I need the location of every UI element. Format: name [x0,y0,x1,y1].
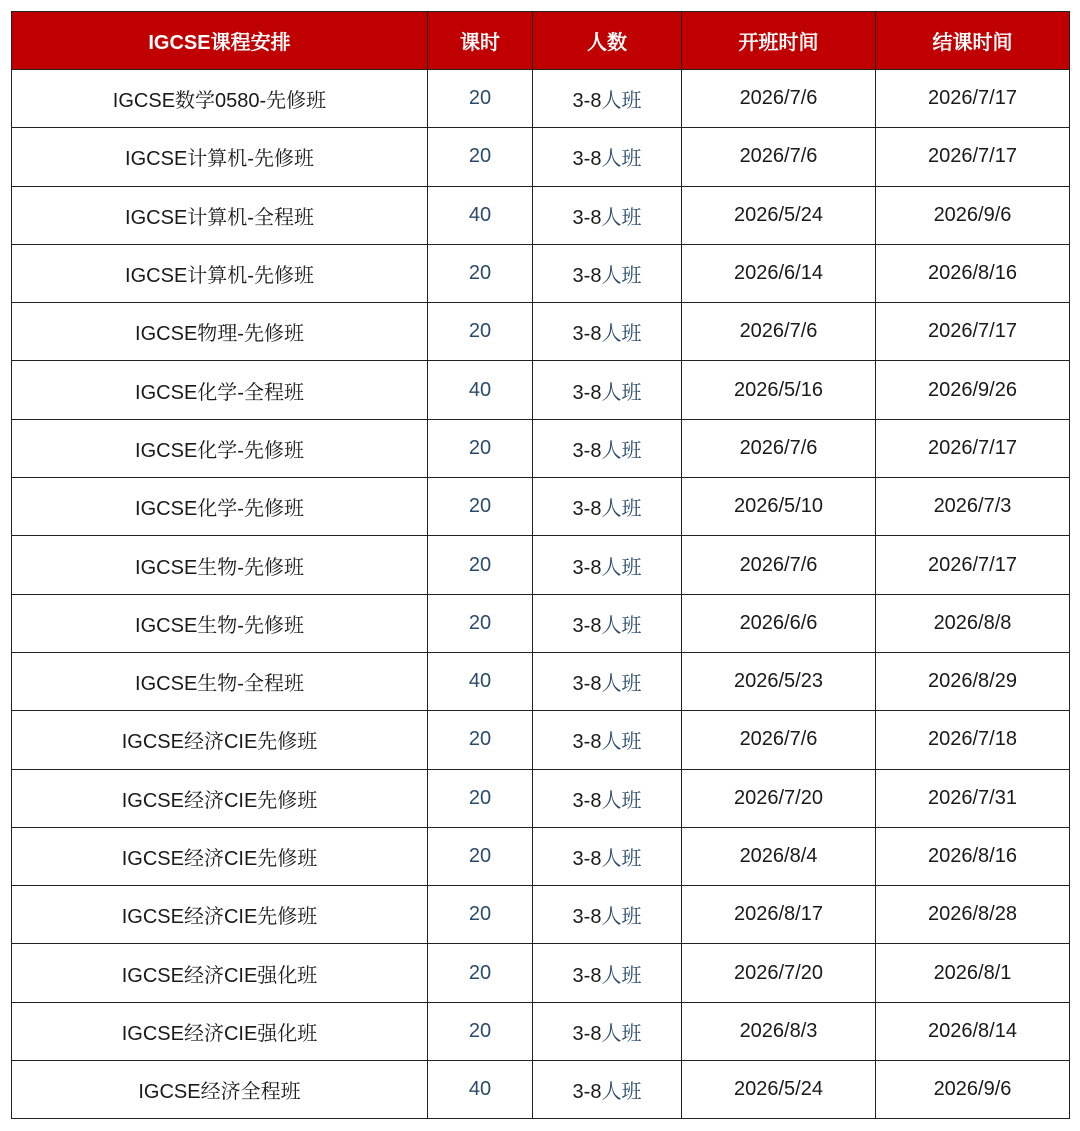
class-size-cell [533,244,682,302]
course-name-cell: IGCSE经济CIE先修班 [12,886,428,944]
class-size-unit: 人班 [601,848,642,870]
hours-cell: 20 [428,944,533,1002]
end-date-cell: 2026/8/1 [876,944,1070,1002]
end-date-cell: 2026/9/26 [876,361,1070,419]
end-date-cell: 2026/7/17 [876,536,1070,594]
start-date-cell: 2026/5/24 [682,1061,876,1119]
class-size-unit: 人班 [601,439,642,462]
class-size-unit: 人班 [601,381,642,404]
start-date-cell: 2026/6/14 [682,244,876,302]
header-class-size: 人数 [533,12,682,70]
table-row [12,827,1070,885]
class-size-range: 3-8 [572,673,602,696]
class-size-unit: 人班 [601,90,642,113]
class-size-range: 3-8 [572,381,602,404]
start-date-cell: 2026/8/4 [682,827,876,885]
start-date-cell: 2026/7/6 [682,70,876,128]
end-date-cell: 2026/8/29 [876,652,1070,710]
course-name-cell: IGCSE生物-先修班 [12,536,428,594]
class-size-range: 3-8 [572,498,602,521]
hours-cell: 20 [428,769,533,827]
course-name-cell: IGCSE经济全程班 [12,1061,428,1119]
table-row [12,536,1070,594]
table-row [12,303,1070,361]
hours-cell: 20 [428,70,533,128]
start-date-cell: 2026/5/24 [682,186,876,244]
table-row [12,361,1070,419]
course-schedule-table [11,11,1070,1119]
class-size-cell [533,478,682,536]
class-size-cell [533,186,682,244]
end-date-cell: 2026/7/17 [876,70,1070,128]
table-row [12,128,1070,186]
table-row [12,711,1070,769]
table-row [12,652,1070,710]
start-date-cell: 2026/7/20 [682,944,876,1002]
course-name-cell: IGCSE经济CIE先修班 [12,769,428,827]
start-date-cell: 2026/7/6 [682,536,876,594]
class-size-cell [533,419,682,477]
header-course: IGCSE课程安排 [12,12,428,70]
end-date-cell: 2026/9/6 [876,186,1070,244]
table-row [12,769,1070,827]
table-row [12,419,1070,477]
course-name-cell: IGCSE计算机-全程班 [12,186,428,244]
class-size-range: 3-8 [572,964,602,987]
start-date-cell: 2026/7/6 [682,711,876,769]
class-size-cell [533,70,682,128]
course-name-cell: IGCSE生物-全程班 [12,652,428,710]
table-header-row [12,12,1070,70]
start-date-cell: 2026/7/6 [682,419,876,477]
end-date-cell: 2026/8/28 [876,886,1070,944]
table-body [12,70,1070,1119]
table-row [12,1002,1070,1060]
end-date-cell: 2026/7/17 [876,303,1070,361]
table-row [12,70,1070,128]
class-size-cell [533,361,682,419]
end-date-cell: 2026/8/8 [876,594,1070,652]
hours-cell: 20 [428,536,533,594]
end-date-cell: 2026/7/3 [876,478,1070,536]
end-date-cell: 2026/8/16 [876,827,1070,885]
class-size-range: 3-8 [572,90,602,113]
hours-cell: 20 [428,244,533,302]
end-date-cell: 2026/8/16 [876,244,1070,302]
class-size-range: 3-8 [572,148,602,171]
course-name-cell: IGCSE生物-先修班 [12,594,428,652]
hours-cell: 20 [428,128,533,186]
table-row [12,244,1070,302]
class-size-range: 3-8 [572,206,602,229]
course-name-cell: IGCSE化学-先修班 [12,419,428,477]
class-size-range: 3-8 [572,906,602,929]
end-date-cell: 2026/7/17 [876,419,1070,477]
class-size-range: 3-8 [572,789,602,812]
hours-cell: 20 [428,303,533,361]
course-name-cell: IGCSE化学-全程班 [12,361,428,419]
header-hours: 课时 [428,12,533,70]
class-size-cell [533,594,682,652]
class-size-range: 3-8 [572,1022,602,1045]
class-size-cell [533,944,682,1002]
class-size-unit: 人班 [601,1081,642,1104]
class-size-unit: 人班 [601,964,642,987]
table-row [12,594,1070,652]
table-row [12,944,1070,1002]
header-end-date: 结课时间 [876,12,1070,70]
start-date-cell: 2026/7/6 [682,303,876,361]
hours-cell: 20 [428,1002,533,1060]
class-size-cell [533,769,682,827]
class-size-unit: 人班 [601,614,642,637]
hours-cell: 40 [428,186,533,244]
start-date-cell: 2026/8/3 [682,1002,876,1060]
course-name-cell: IGCSE化学-先修班 [12,478,428,536]
class-size-cell [533,536,682,594]
start-date-cell: 2026/7/6 [682,128,876,186]
class-size-cell [533,1002,682,1060]
hours-cell: 40 [428,652,533,710]
start-date-cell: 2026/5/16 [682,361,876,419]
start-date-cell: 2026/8/17 [682,886,876,944]
class-size-range: 3-8 [572,848,602,870]
course-name-cell: IGCSE数学0580-先修班 [12,70,428,128]
end-date-cell: 2026/7/17 [876,128,1070,186]
class-size-cell [533,1061,682,1119]
class-size-cell [533,886,682,944]
class-size-range: 3-8 [572,731,602,754]
class-size-unit: 人班 [601,1022,642,1045]
hours-cell: 40 [428,361,533,419]
course-name-cell: IGCSE经济CIE强化班 [12,1002,428,1060]
hours-cell: 20 [428,711,533,769]
course-name-cell: IGCSE经济CIE先修班 [12,711,428,769]
class-size-cell [533,827,682,885]
course-name-cell: IGCSE经济CIE强化班 [12,944,428,1002]
hours-cell: 20 [428,419,533,477]
course-name-cell: IGCSE物理-先修班 [12,303,428,361]
course-name-cell: IGCSE经济CIE先修班 [12,827,428,885]
header-start-date: 开班时间 [682,12,876,70]
start-date-cell: 2026/7/20 [682,769,876,827]
hours-cell: 20 [428,594,533,652]
end-date-cell: 2026/9/6 [876,1061,1070,1119]
class-size-range: 3-8 [572,1081,602,1104]
hours-cell: 40 [428,1061,533,1119]
start-date-cell: 2026/6/6 [682,594,876,652]
class-size-range: 3-8 [572,556,602,579]
class-size-unit: 人班 [601,498,642,521]
course-schedule-container [11,11,1069,1119]
start-date-cell: 2026/5/23 [682,652,876,710]
table-row [12,886,1070,944]
start-date-cell: 2026/5/10 [682,478,876,536]
class-size-range: 3-8 [572,323,602,346]
class-size-unit: 人班 [601,265,642,288]
hours-cell: 20 [428,886,533,944]
class-size-cell [533,652,682,710]
class-size-unit: 人班 [601,906,642,929]
table-row [12,1061,1070,1119]
end-date-cell: 2026/7/31 [876,769,1070,827]
class-size-unit: 人班 [601,789,642,812]
class-size-unit: 人班 [601,148,642,171]
course-name-cell: IGCSE计算机-先修班 [12,244,428,302]
class-size-cell [533,303,682,361]
hours-cell: 20 [428,827,533,885]
class-size-unit: 人班 [601,556,642,579]
end-date-cell: 2026/8/14 [876,1002,1070,1060]
class-size-range: 3-8 [572,614,602,637]
hours-cell: 20 [428,478,533,536]
course-name-cell: IGCSE计算机-先修班 [12,128,428,186]
table-row [12,478,1070,536]
class-size-unit: 人班 [601,673,642,696]
class-size-range: 3-8 [572,265,602,288]
class-size-cell [533,128,682,186]
class-size-range: 3-8 [572,439,602,462]
class-size-cell [533,711,682,769]
class-size-unit: 人班 [601,323,642,346]
class-size-unit: 人班 [601,731,642,754]
table-row [12,186,1070,244]
end-date-cell: 2026/7/18 [876,711,1070,769]
class-size-unit: 人班 [601,206,642,229]
